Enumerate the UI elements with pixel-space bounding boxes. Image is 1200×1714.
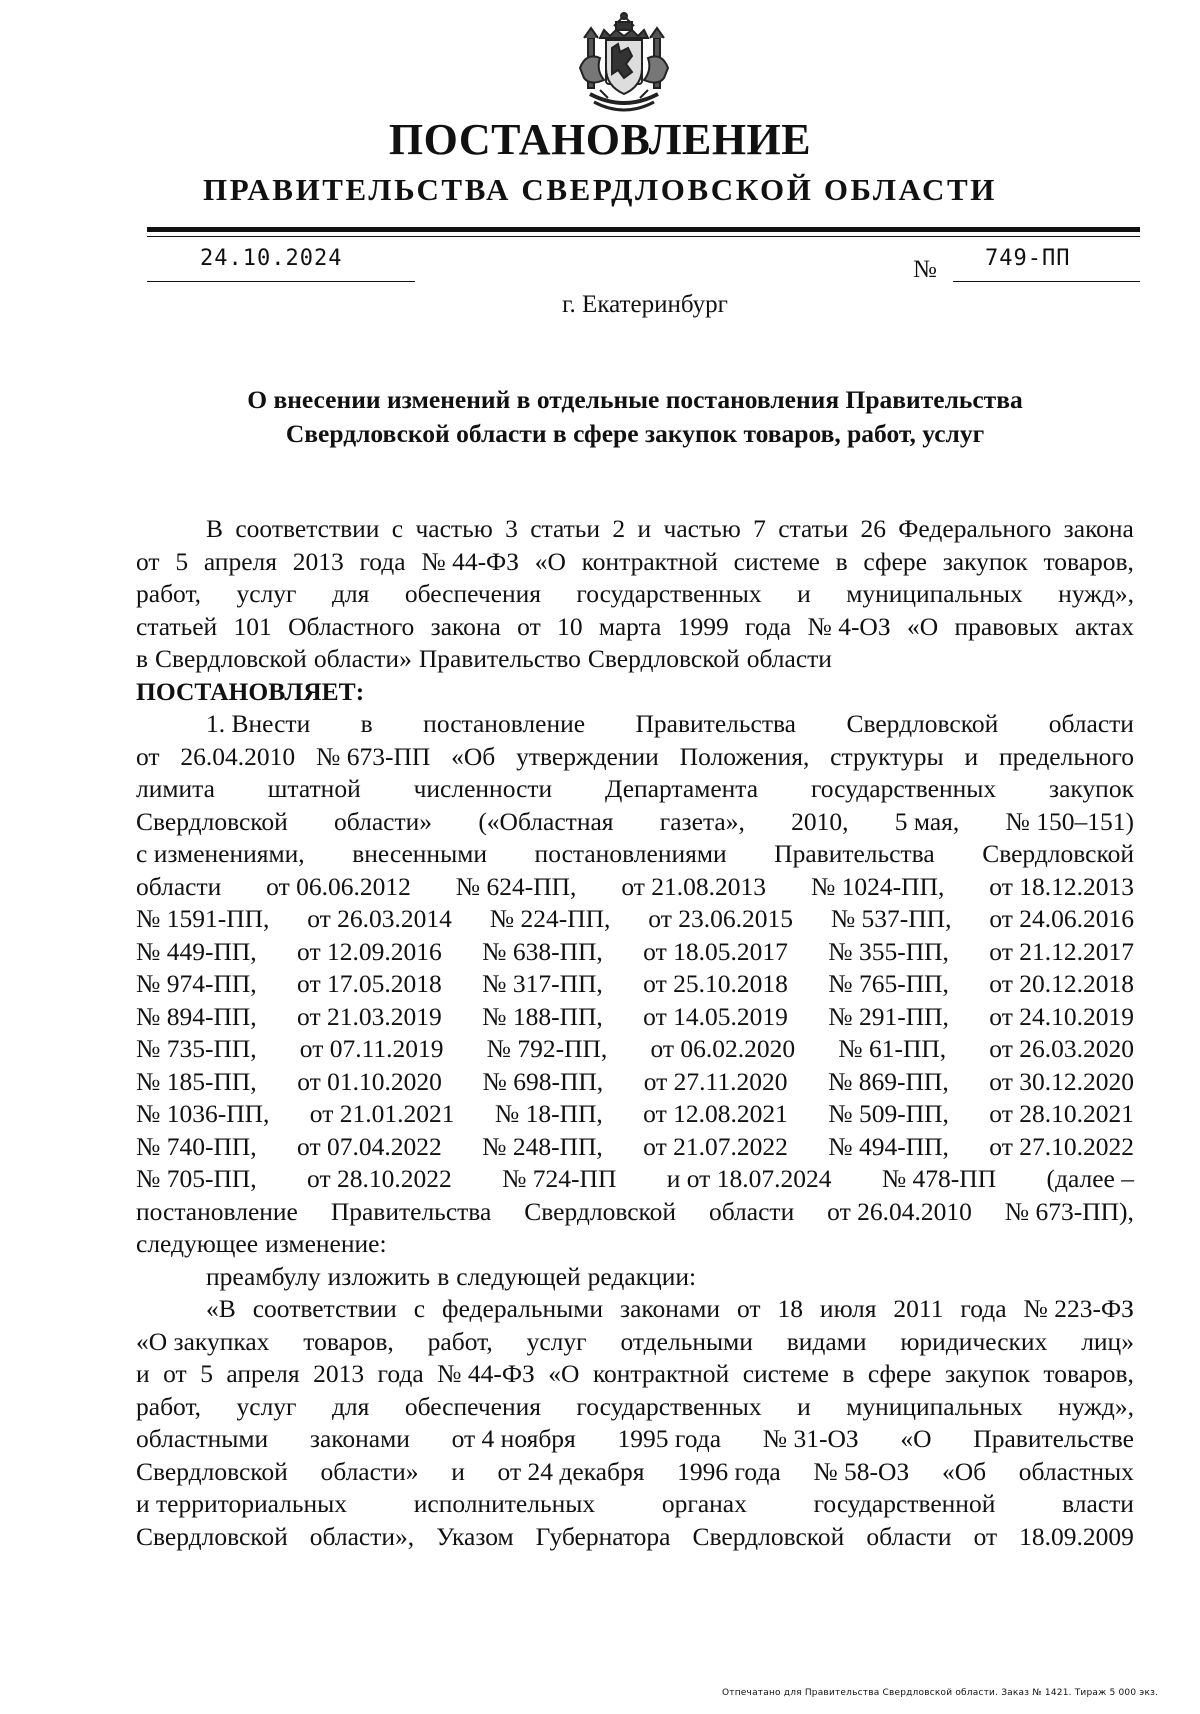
body-word: от 17.05.2018: [297, 969, 442, 998]
header-rule-thick: [147, 227, 1140, 232]
body-word: и от 18.07.2024: [666, 1164, 832, 1193]
body-word: лиц»: [1081, 1326, 1134, 1356]
body-word: № 150–151): [1005, 806, 1134, 836]
body-word: Правительства: [774, 839, 935, 868]
body-word: Федерального: [898, 514, 1052, 543]
body-line: [136, 1131, 1134, 1164]
body-word: 26.04.2010: [180, 741, 296, 771]
body-word: от 21.01.2021: [309, 1099, 455, 1128]
body-word: закупок: [1049, 774, 1134, 803]
body-word: области»,: [309, 1521, 415, 1551]
body-word: контрактной: [581, 546, 718, 576]
body-line: [136, 936, 1134, 969]
body-word: 3: [505, 514, 518, 543]
body-word: 7: [753, 514, 766, 543]
body-word: товаров,: [303, 1326, 394, 1356]
body-word: от 12.09.2016: [297, 936, 442, 966]
body-word: от 07.04.2022: [297, 1131, 442, 1161]
body-word: для: [331, 1391, 370, 1421]
body-word: 2013: [313, 1359, 365, 1388]
body-line: [136, 871, 1134, 904]
body-word: года: [745, 611, 792, 641]
body-word: от 27.10.2022: [989, 1131, 1134, 1161]
body-word: постановление: [136, 1196, 298, 1226]
body-word: от 24.06.2016: [989, 904, 1134, 933]
body-word: 5: [200, 1359, 213, 1388]
heading-line: О внесении изменений в отдельные постановления Правительства: [247, 385, 1023, 414]
body-word: от 28.10.2021: [989, 1099, 1134, 1128]
body-word: 5 мая,: [894, 806, 960, 836]
body-word: от 26.04.2010: [827, 1196, 972, 1226]
body-word: от 06.02.2020: [650, 1034, 796, 1063]
body-word: товаров,: [1043, 1359, 1134, 1388]
body-word: № 18-ПП,: [494, 1099, 603, 1128]
body-word: апреля: [226, 1359, 300, 1388]
body-word: в: [842, 1359, 855, 1388]
body-word: от 21.03.2019: [297, 1001, 442, 1031]
heading-line: Свердловской области в сфере закупок товаров, работ, услуг: [285, 419, 985, 448]
body-word: и: [451, 1456, 465, 1486]
body-word: Свердловской: [587, 644, 740, 673]
body-word: от 24 декабря: [497, 1456, 645, 1486]
body-word: «В: [206, 1294, 236, 1323]
document-heading: [0, 383, 1200, 451]
body-word: следующее: [136, 1229, 259, 1258]
body-line: [136, 903, 1134, 936]
body-word: отдельными: [620, 1326, 753, 1356]
body-word: Указом: [436, 1521, 514, 1551]
date-underline: [147, 281, 415, 282]
body-word: от: [517, 611, 541, 641]
body-word: государственных: [576, 1391, 762, 1421]
body-word: Правительство: [418, 644, 581, 673]
header-rule-thin: [147, 236, 1140, 237]
body-word: 2013: [292, 546, 344, 576]
body-word: частью: [663, 514, 741, 543]
body-word: и территориальных: [136, 1489, 348, 1518]
body-word: от 27.11.2020: [643, 1066, 788, 1096]
body-word: № 44-ФЗ: [437, 1359, 535, 1388]
body-word: от 20.12.2018: [989, 969, 1134, 998]
body-word: Свердловской: [136, 806, 288, 836]
body-word: муниципальных: [846, 579, 1023, 608]
body-word: «Об: [941, 1456, 987, 1486]
body-line: [136, 968, 1134, 1001]
body-line: [136, 578, 1134, 611]
body-word: штатной: [267, 774, 361, 803]
body-word: следующей: [456, 1261, 581, 1291]
body-word: Свердловской: [846, 709, 999, 738]
body-word: от: [136, 546, 160, 576]
body-word: апреля: [203, 546, 277, 576]
body-word: области: [746, 644, 832, 673]
body-word: от 24.10.2019: [989, 1001, 1134, 1031]
body-word: № 894-ПП,: [136, 1001, 257, 1031]
body-word: от: [973, 1521, 998, 1551]
body-word: Свердловской: [692, 1521, 845, 1551]
body-word: Свердловской: [136, 1521, 288, 1551]
body-word: от 28.10.2022: [307, 1164, 452, 1193]
body-word: «О: [548, 1359, 580, 1388]
body-word: области: [136, 871, 222, 901]
body-word: № 317-ПП,: [482, 969, 603, 998]
body-word: численности: [413, 774, 553, 803]
body-line: [136, 708, 1134, 741]
body-word: работ,: [427, 1326, 493, 1356]
body-word: ПОСТАНОВЛЯЕТ:: [136, 676, 365, 706]
body-word: Правительстве: [973, 1424, 1134, 1453]
body-word: № 1024-ПП,: [810, 871, 945, 901]
body-line: [136, 1066, 1134, 1099]
body-line: [136, 1456, 1134, 1489]
body-word: законами: [620, 1294, 720, 1323]
body-word: № 724-ПП: [502, 1164, 617, 1193]
body-word: с изменениями,: [136, 839, 305, 868]
body-word: Свердловской: [524, 1196, 677, 1226]
body-line: [136, 1163, 1134, 1196]
body-word: Свердловской: [136, 1456, 288, 1486]
body-word: с: [413, 1294, 426, 1323]
coat-of-arms-emblem: [570, 8, 678, 120]
body-line: [136, 1228, 1134, 1261]
body-word: в: [360, 709, 373, 738]
body-word: преамбулу: [206, 1261, 321, 1291]
body-line: [136, 1488, 1134, 1521]
body-word: № 869-ПП,: [828, 1066, 949, 1096]
body-word: 1995 года: [617, 1424, 722, 1453]
body-word: июля: [819, 1294, 877, 1323]
body-word: власти: [1062, 1489, 1134, 1518]
body-word: «О: [900, 1424, 932, 1453]
body-word: статьи: [530, 514, 601, 543]
body-word: Положения,: [679, 741, 810, 771]
body-word: работ,: [136, 1391, 202, 1421]
body-word: 1. Внести: [206, 709, 311, 738]
body-word: в: [136, 644, 149, 673]
body-line: [136, 1358, 1134, 1391]
body-line: [136, 546, 1134, 579]
body-word: федеральными: [442, 1294, 604, 1323]
body-word: № 223-ФЗ: [1023, 1294, 1134, 1323]
number-underline: [953, 281, 1140, 282]
body-word: 2010,: [791, 806, 849, 836]
body-word: области: [866, 1521, 952, 1551]
body-word: «О закупках: [136, 1326, 270, 1356]
body-word: от 06.06.2012: [266, 871, 411, 901]
body-word: от 07.11.2019: [299, 1034, 444, 1063]
body-word: лимита: [136, 774, 215, 803]
body-word: в: [437, 1261, 450, 1291]
body-word: от 26.03.2014: [307, 904, 452, 933]
body-word: и: [964, 741, 979, 771]
body-word: нужд»,: [1058, 579, 1134, 608]
body-word: от 25.10.2018: [643, 969, 788, 998]
body-word: от 18.12.2013: [989, 871, 1134, 901]
body-word: законами: [309, 1424, 410, 1453]
body-line: [136, 1391, 1134, 1424]
body-line: [136, 1001, 1134, 1034]
body-word: 101: [233, 611, 272, 641]
body-word: 2011: [893, 1294, 944, 1323]
body-word: Губернатора: [535, 1521, 671, 1551]
body-line: [136, 1261, 1134, 1294]
body-word: № 355-ПП,: [828, 936, 949, 966]
body-word: областных: [1018, 1456, 1134, 1486]
number-sign: №: [913, 256, 937, 283]
body-word: сфере: [863, 546, 927, 576]
body-word: 10: [557, 611, 583, 641]
body-word: (далее –: [1046, 1164, 1134, 1193]
body-word: закупок: [942, 546, 1028, 576]
body-word: муниципальных: [846, 1391, 1023, 1421]
body-word: Областного: [288, 611, 415, 641]
body-word: газета»,: [659, 806, 745, 836]
body-line: [136, 806, 1134, 839]
body-word: и: [797, 579, 811, 608]
body-word: утверждении: [516, 741, 659, 771]
body-word: соответствии: [235, 514, 380, 543]
body-word: 1996 года: [677, 1456, 781, 1486]
body-word: Правительства: [330, 1196, 492, 1226]
body-line: [136, 643, 1134, 676]
body-word: № 494-ПП,: [828, 1131, 949, 1161]
body-word: № 638-ПП,: [482, 936, 603, 966]
body-word: марта: [598, 611, 662, 641]
body-word: № 792-ПП,: [486, 1034, 608, 1063]
body-word: «О: [534, 546, 566, 576]
body-word: В: [206, 514, 224, 543]
body-word: «Об: [451, 741, 496, 771]
body-word: товаров,: [1043, 546, 1134, 576]
body-word: органах: [661, 1489, 747, 1518]
body-word: Департамента: [605, 774, 759, 803]
body-word: («Областная: [478, 806, 614, 836]
body-line: [136, 1423, 1134, 1456]
body-word: государственной: [813, 1489, 996, 1518]
body-word: и: [797, 1391, 811, 1421]
body-line: [136, 1196, 1134, 1229]
body-word: системе: [742, 1359, 829, 1388]
body-word: 1999: [677, 611, 729, 641]
body-word: и: [637, 514, 652, 543]
body-word: внесенными: [352, 839, 487, 868]
body-word: области»: [313, 644, 412, 673]
body-word: нужд»,: [1058, 1391, 1134, 1421]
body-word: изложить: [327, 1261, 431, 1291]
body-word: «О: [906, 611, 939, 641]
body-word: от 26.03.2020: [989, 1034, 1134, 1063]
body-word: от 12.08.2021: [643, 1099, 788, 1128]
body-word: № 735-ПП,: [136, 1034, 257, 1063]
body-line: [136, 513, 1134, 546]
body-word: года: [359, 546, 406, 576]
body-line: [136, 1521, 1134, 1554]
body-word: юридических: [900, 1326, 1048, 1356]
body-word: закупок: [944, 1359, 1030, 1388]
body-word: № 44-ФЗ: [421, 546, 519, 576]
body-word: обеспечения: [404, 579, 541, 608]
body-word: для: [331, 579, 370, 608]
body-word: № 673-ПП),: [1004, 1196, 1134, 1226]
body-word: и: [136, 1359, 150, 1388]
document-number: 749-ПП: [985, 246, 1071, 271]
body-word: в: [835, 546, 848, 576]
body-word: услуг: [526, 1326, 587, 1356]
body-word: от 01.10.2020: [297, 1066, 442, 1096]
city-name: г. Екатеринбург: [562, 291, 728, 318]
body-word: № 765-ПП,: [828, 969, 949, 998]
body-word: видами: [786, 1326, 867, 1356]
body-word: обеспечения: [404, 1391, 541, 1421]
body-word: областными: [136, 1424, 269, 1453]
body-word: № 291-ПП,: [828, 1001, 949, 1031]
body-word: Свердловской: [155, 644, 307, 673]
body-word: 18: [777, 1294, 803, 1323]
body-word: № 705-ПП,: [136, 1164, 257, 1193]
body-word: от 21.12.2017: [989, 936, 1134, 966]
body-word: области: [708, 1196, 795, 1226]
body-word: 2: [612, 514, 626, 543]
body-word: от: [736, 1294, 761, 1323]
body-word: № 248-ПП,: [482, 1131, 603, 1161]
body-word: № 624-ПП,: [455, 871, 577, 901]
body-word: структуры: [830, 741, 944, 771]
body-word: от 23.06.2015: [648, 904, 793, 933]
body-word: № 698-ПП,: [482, 1066, 604, 1096]
body-word: № 188-ПП,: [482, 1001, 603, 1031]
body-word: исполнительных: [413, 1489, 596, 1518]
body-word: 5: [175, 546, 189, 576]
body-word: Правительства: [635, 709, 796, 738]
body-word: области»: [334, 806, 433, 836]
body-word: № 31-ОЗ: [762, 1424, 859, 1453]
body-word: от 30.12.2020: [989, 1066, 1134, 1096]
body-word: № 509-ПП,: [828, 1099, 949, 1128]
body-word: года: [377, 1359, 424, 1388]
body-word: актах: [1075, 611, 1134, 641]
body-word: закона: [1063, 514, 1134, 543]
body-line: [136, 1326, 1134, 1359]
body-word: от: [136, 741, 160, 771]
body-word: № 537-ПП,: [830, 904, 952, 933]
body-word: государственных: [810, 774, 997, 803]
body-word: № 4-ОЗ: [807, 611, 891, 641]
body-word: № 58-ОЗ: [813, 1456, 910, 1486]
body-word: № 673-ПП: [316, 741, 431, 771]
body-word: изменение:: [265, 1229, 387, 1258]
body-word: сфере: [867, 1359, 932, 1388]
body-line: [136, 611, 1134, 644]
body-word: № 61-ПП,: [838, 1034, 947, 1063]
body-word: от 14.05.2019: [643, 1001, 788, 1031]
body-word: с: [391, 514, 404, 543]
body-word: статьи: [778, 514, 849, 543]
body-word: работ,: [136, 579, 202, 608]
body-word: от 21.08.2013: [621, 871, 767, 901]
body-word: постановлениями: [534, 839, 727, 868]
body-word: государственных: [576, 579, 762, 608]
body-word: правовых: [954, 611, 1059, 641]
body-word: системе: [733, 546, 820, 576]
body-word: № 478-ПП: [881, 1164, 997, 1193]
body-word: 26: [860, 514, 886, 543]
body-word: 18.09.2009: [1019, 1521, 1134, 1551]
print-footer: Отпечатано для Правительства Свердловской области. Заказ № 1421. Тираж 5 000 экз.: [722, 1688, 1159, 1698]
body-word: № 974-ПП,: [136, 969, 257, 998]
body-word: закона: [430, 611, 501, 641]
body-word: частью: [415, 514, 493, 543]
body-word: от: [163, 1359, 187, 1388]
body-word: № 740-ПП,: [136, 1131, 257, 1161]
document-date: 24.10.2024: [200, 246, 343, 271]
body-word: услуг: [236, 579, 297, 608]
body-word: редакции:: [587, 1261, 697, 1291]
body-word: соответствии: [252, 1294, 397, 1323]
body-word: от 4 ноября: [451, 1424, 576, 1453]
body-line: [136, 1033, 1134, 1066]
body-word: № 449-ПП,: [136, 936, 257, 966]
body-word: предельного: [998, 741, 1134, 771]
body-word: области: [1048, 709, 1134, 738]
body-word: № 185-ПП,: [136, 1066, 257, 1096]
body-line: [136, 773, 1134, 806]
body-word: года: [960, 1294, 1007, 1323]
body-word: от 21.07.2022: [643, 1131, 788, 1161]
body-word: контрактной: [592, 1359, 730, 1388]
document-body: [136, 513, 1134, 1553]
body-line: [136, 1098, 1134, 1131]
body-line: [136, 838, 1134, 871]
body-word: статьей: [136, 611, 218, 641]
body-word: Свердловской: [982, 839, 1134, 868]
body-word: № 1036-ПП,: [136, 1099, 270, 1128]
body-word: от 18.05.2017: [643, 936, 788, 966]
document-subtitle: ПРАВИТЕЛЬСТВА СВЕРДЛОВСКОЙ ОБЛАСТИ: [203, 172, 997, 207]
body-word: постановление: [423, 709, 586, 738]
body-line: [136, 676, 1134, 709]
body-line: [136, 1293, 1134, 1326]
body-word: услуг: [236, 1391, 297, 1421]
document-title: ПОСТАНОВЛЕНИЕ: [388, 115, 812, 164]
body-word: № 224-ПП,: [489, 904, 611, 933]
body-word: № 1591-ПП,: [136, 904, 270, 933]
body-line: [136, 741, 1134, 774]
body-word: области»: [320, 1456, 419, 1486]
